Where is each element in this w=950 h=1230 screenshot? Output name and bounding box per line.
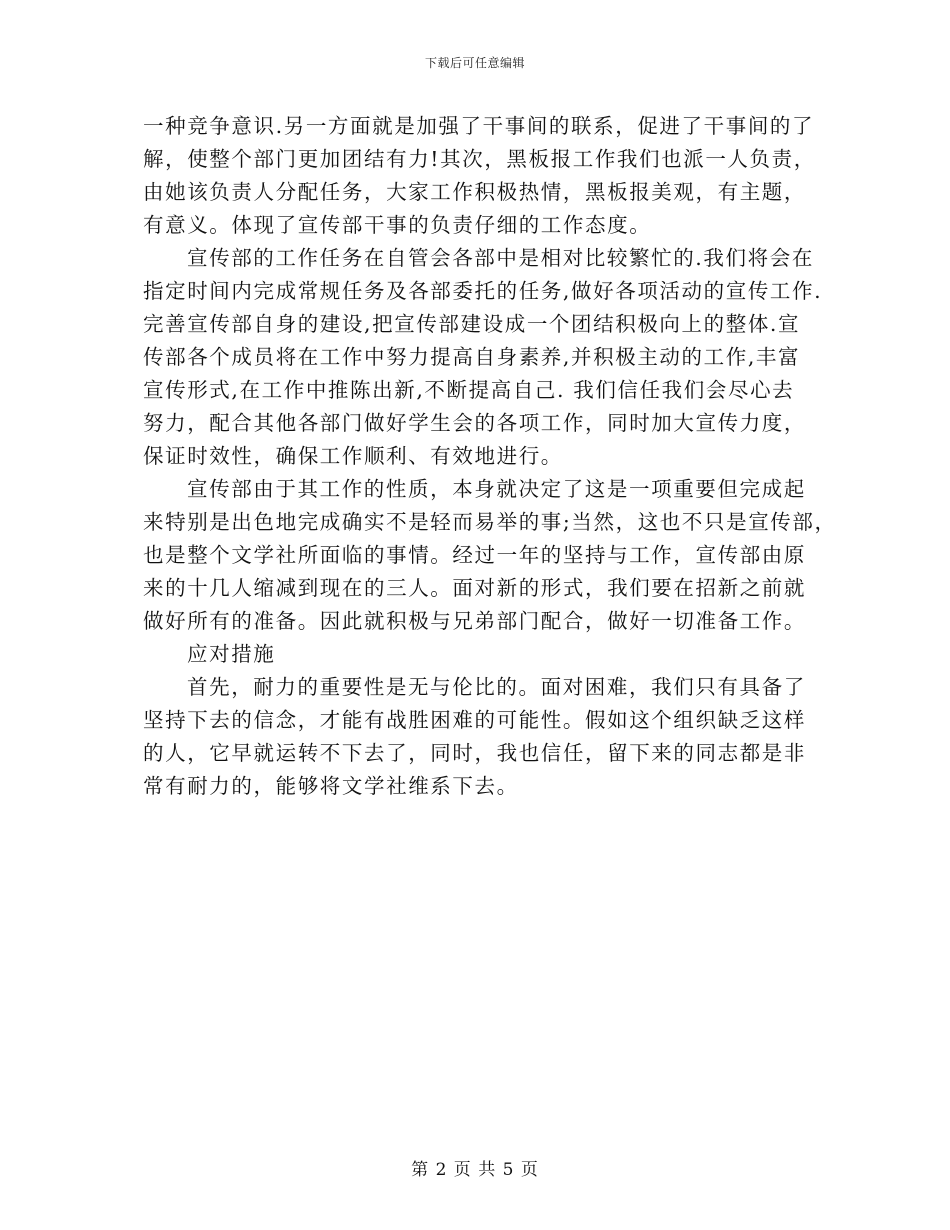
text-line: 宣传部的工作任务在自管会各部中是相对比较繁忙的.我们将会在 (187, 246, 814, 270)
text-line: 完善宣传部自身的建设,把宣传部建设成一个团结积极向上的整体.宣 (143, 312, 801, 336)
page-header: 下载后可任意编辑 (424, 56, 525, 70)
text-line: 做好所有的准备。因此就积极与兄弟部门配合，做好一切准备工作。 (143, 609, 806, 633)
text-line: 由她该负责人分配任务，大家工作积极热情，黑板报美观，有主题， (143, 180, 806, 204)
text-line: 传部各个成员将在工作中努力提高自身素养,并积极主动的工作,丰富 (143, 345, 801, 369)
text-line: 有意义。体现了宣传部干事的负责仔细的工作态度。 (143, 213, 652, 237)
text-line: 首先，耐力的重要性是无与伦比的。面对困难，我们只有具备了 (187, 675, 806, 699)
text-line: 指定时间内完成常规任务及各部委托的任务,做好各项活动的宣传工作. (143, 279, 823, 303)
text-line: 常有耐力的，能够将文学社维系下去。 (143, 774, 519, 798)
text-line: 来特别是出色地完成确实不是轻而易举的事;当然，这也不只是宣传部， (143, 510, 837, 534)
text-line: 解，使整个部门更加团结有力!其次，黑板报工作我们也派一人负责， (143, 147, 816, 171)
text-line: 一种竞争意识.另一方面就是加强了干事间的联系，促进了干事间的了 (143, 114, 815, 138)
document-body (143, 110, 837, 803)
text-line: 的人，它早就运转不下去了，同时，我也信任，留下来的同志都是非 (143, 741, 806, 765)
text-line: 来的十几人缩减到现在的三人。面对新的形式，我们要在招新之前就 (143, 576, 806, 600)
text-line: 也是整个文学社所面临的事情。经过一年的坚持与工作，宣传部由原 (143, 543, 806, 567)
text-line: 宣传形式,在工作中推陈出新,不断提高自己. 我们信任我们会尽心去 (143, 378, 795, 402)
text-line: 宣传部由于其工作的性质，本身就决定了这是一项重要但完成起 (187, 477, 806, 501)
text-line: 坚持下去的信念，才能有战胜困难的可能性。假如这个组织缺乏这样 (143, 708, 806, 732)
text-line: 应对措施 (187, 642, 276, 666)
page-footer: 第 2 页 共 5 页 (411, 1160, 539, 1180)
text-line: 保证时效性，确保工作顺利、有效地进行。 (143, 444, 563, 468)
text-line: 努力，配合其他各部门做好学生会的各项工作，同时加大宣传力度， (143, 411, 806, 435)
